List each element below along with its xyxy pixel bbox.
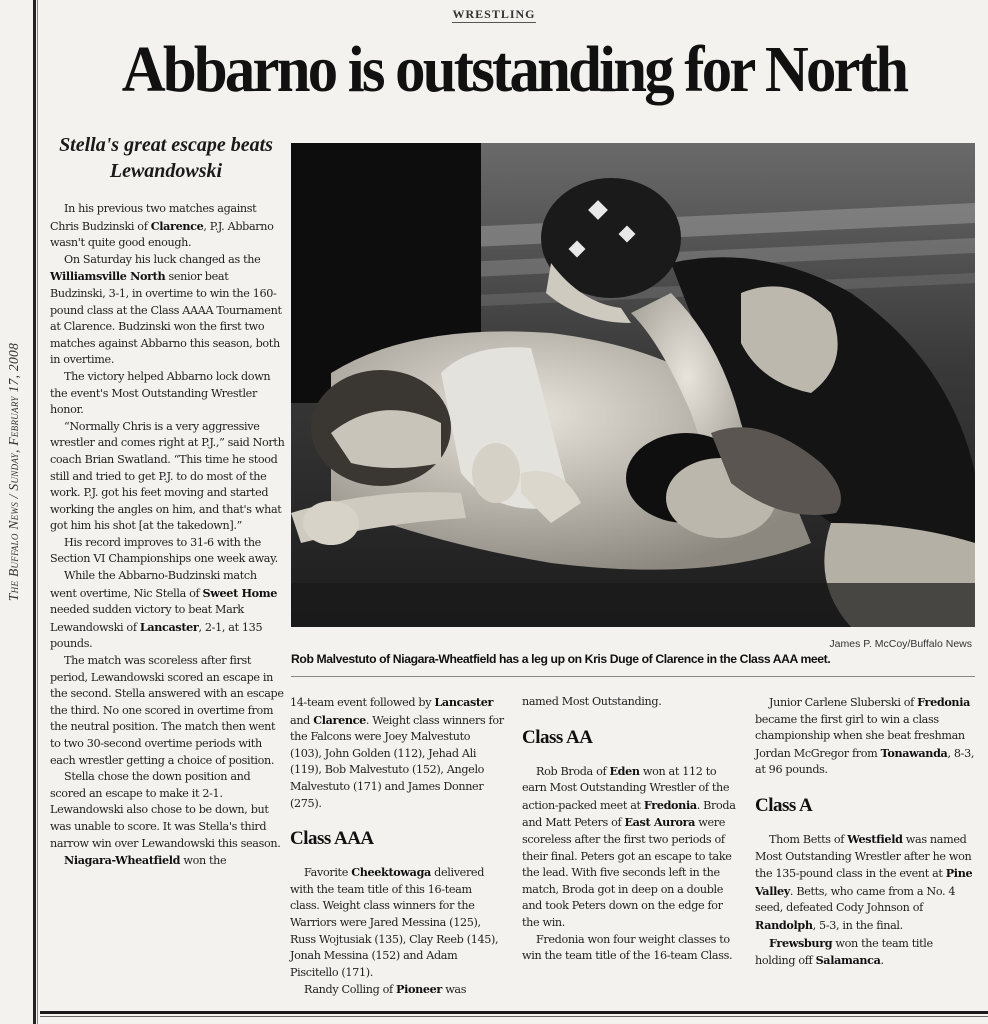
article-paragraph [50,535,286,568]
text-run: , 5-3, in the final. [812,918,903,932]
text-run: was named Most Outstanding Wrestler after he won the 135-pound class in the event at [755,832,972,881]
kicker-text: WRESTLING [452,7,536,21]
col4-lead [755,694,975,779]
team-name: Fredonia [643,797,697,812]
team-name: Westfield [847,831,903,846]
team-name: Pioneer [396,982,442,997]
team-name: East Aurora [624,815,696,830]
text-run: Favorite [304,866,352,880]
col2-lead [290,694,504,812]
team-name: Niagara-Wheatfield [64,853,181,868]
team-name: Williamsville North [50,269,166,284]
team-name: Clarence [150,218,204,233]
text-run: While the Abbarno-Budzinski match went overtime, Nic Stella of [50,569,257,600]
text-run: Thom Betts of [769,832,848,846]
text-run: His record improves to 31-6 with the Section VI Championships one week away. [50,535,278,566]
text-run: senior beat Budzinski, 3-1, in overtime to win the 160-pound class at the Class AAAA Tournament at Clarence. Budzinski won the first two matches against Abbarno this season, both in overtime. [50,270,282,367]
text-run: “Normally Chris is a very aggressive wrestler and comes right at P.J.,” said North coach Brian Swatland. “This time he stood still and tried to get P.J. to do most of the work. P.J. got his feet moving and started working the angles on him, and that's what got him his shot [at the takedown].” [50,419,285,533]
photo-image [291,143,975,627]
folio-line: The Buffalo News / Sunday, February 17, 2008 [6,342,21,602]
article-paragraph [755,831,975,935]
text-run: became the first girl to win a class championship when she beat freshman Jordan McGregor from [755,712,965,760]
text-run: In his previous two matches against Chris Budzinski of [50,202,257,233]
article-paragraph [290,694,504,812]
text-run: 14-team event followed by [290,696,435,709]
article-column-4 [755,694,975,970]
text-run: Rob Broda of [536,764,610,778]
article-paragraph [50,852,286,870]
article-column-2 [290,694,504,999]
text-run: . Betts, who came from a No. 4 seed, defeated Cody Johnson of [755,884,956,915]
text-run: and [290,713,314,727]
class-aaa-body [290,864,504,999]
text-run: won the [180,854,227,868]
class-aa-body [522,763,736,965]
article-paragraph [522,763,736,932]
article-paragraph [50,769,286,852]
photo-credit: James P. McCoy/Buffalo News [829,638,972,650]
team-name: Eden [609,763,640,778]
section-heading-class-aa: Class AA [522,726,593,748]
text-run: was [441,983,467,997]
article-paragraph [755,694,975,779]
article-paragraph [50,369,286,419]
left-column-rule [33,0,36,1024]
section-kicker [0,7,988,22]
team-name: Sweet Home [202,585,278,600]
team-name: Salamanca [815,953,881,968]
col3-lead [522,694,736,711]
text-run: needed sudden victory to beat Mark Lewandowski of [50,603,244,634]
team-name: Clarence [313,712,366,727]
team-name: Lancaster [139,619,199,634]
team-name: Pine Valley [755,866,973,898]
text-run: Junior Carlene Sluberski of [769,696,918,709]
team-name: Tonawanda [880,745,948,760]
text-run: won at 112 to earn Most Outstanding Wrestler of the action-packed meet at [522,764,730,812]
text-run: The match was scoreless after first period, Lewandowski scored an escape in the second. Stella answered with an escape the third. No one scored in overtime from the neutral position. The match then went to two 30-second overtime periods with each wrestler getting a choice of position. [50,654,284,767]
team-name: Fredonia [917,695,971,709]
text-run: . Weight class winners for the Falcons were Joey Malvestuto (103), John Golden (112), Jehad Ali (119), Bob Malvestuto (152), Angelo Malvestuto (171) and James Donner (275). [290,713,504,810]
text-run: were scoreless after the first two periods of their final. Peters got an escape to take the lead. With five seconds left in the match, Broda got in deep on a double and took Peters down on the edge for the win. [522,816,732,929]
article-paragraph [290,864,504,981]
text-run: , 2-1, at 135 pounds. [50,620,263,651]
article-column-1 [50,201,286,870]
article-paragraph [522,932,736,965]
team-name: Frewsburg [769,935,833,950]
article-paragraph [50,201,286,252]
team-name: Randolph [755,917,813,932]
text-run: On Saturday his luck changed as the [64,252,261,266]
class-a-body [755,831,975,970]
headline: Abbarno is outstanding for North [121,33,907,106]
article-paragraph [50,252,286,369]
section-heading-class-aaa: Class AAA [290,828,374,850]
caption-rule [291,676,975,677]
text-run: , P.J. Abbarno wasn't quite good enough. [50,219,274,250]
article-paragraph [755,935,975,970]
article-paragraph [50,419,286,535]
left-column-rule-thin [37,0,38,1024]
text-run: Fredonia won four weight classes to win the team title of the 16-team Class. [522,932,733,963]
text-run: won the team title holding off [755,936,933,968]
text-run: . [880,954,884,968]
article-paragraph [290,981,504,999]
text-run: . Broda and Matt Peters of [522,798,736,830]
wrestling-photo [291,143,975,627]
text-run: , 8-3, at 96 pounds. [755,746,975,777]
article-paragraph [50,653,286,769]
text-run: Randy Colling of [304,983,397,997]
subheadline: Stella's great escape beats Lewandowski [59,134,273,182]
article-column-3 [522,694,736,965]
bottom-rule-thin [40,1016,988,1017]
text-run: Stella chose the down position and scored an escape to make it 2-1. Lewandowski also chose to be down, but was unable to score. It was Stella's third narrow win over Lewandowski this season. [50,770,281,850]
section-heading-class-a: Class A [755,794,813,816]
team-name: Cheektowaga [351,865,431,880]
article-paragraph [50,568,286,653]
text-run: The victory helped Abbarno lock down the event's Most Outstanding Wrestler honor. [50,369,271,417]
text-run: named Most Outstanding. [522,695,662,708]
article-paragraph [522,694,736,711]
photo-caption: Rob Malvestuto of Niagara-Wheatfield has a leg up on Kris Duge of Clarence in the Class AAA meet. [291,652,831,666]
team-name: Lancaster [434,695,494,709]
text-run: delivered with the team title of this 16-team class. Weight class winners for the Warriors were Jared Messina (125), Russ Wojtusiak (135), Clay Reeb (145), Jonah Messina (152) and Adam Piscitello (171). [290,866,499,979]
bottom-rule-thick [40,1011,988,1014]
